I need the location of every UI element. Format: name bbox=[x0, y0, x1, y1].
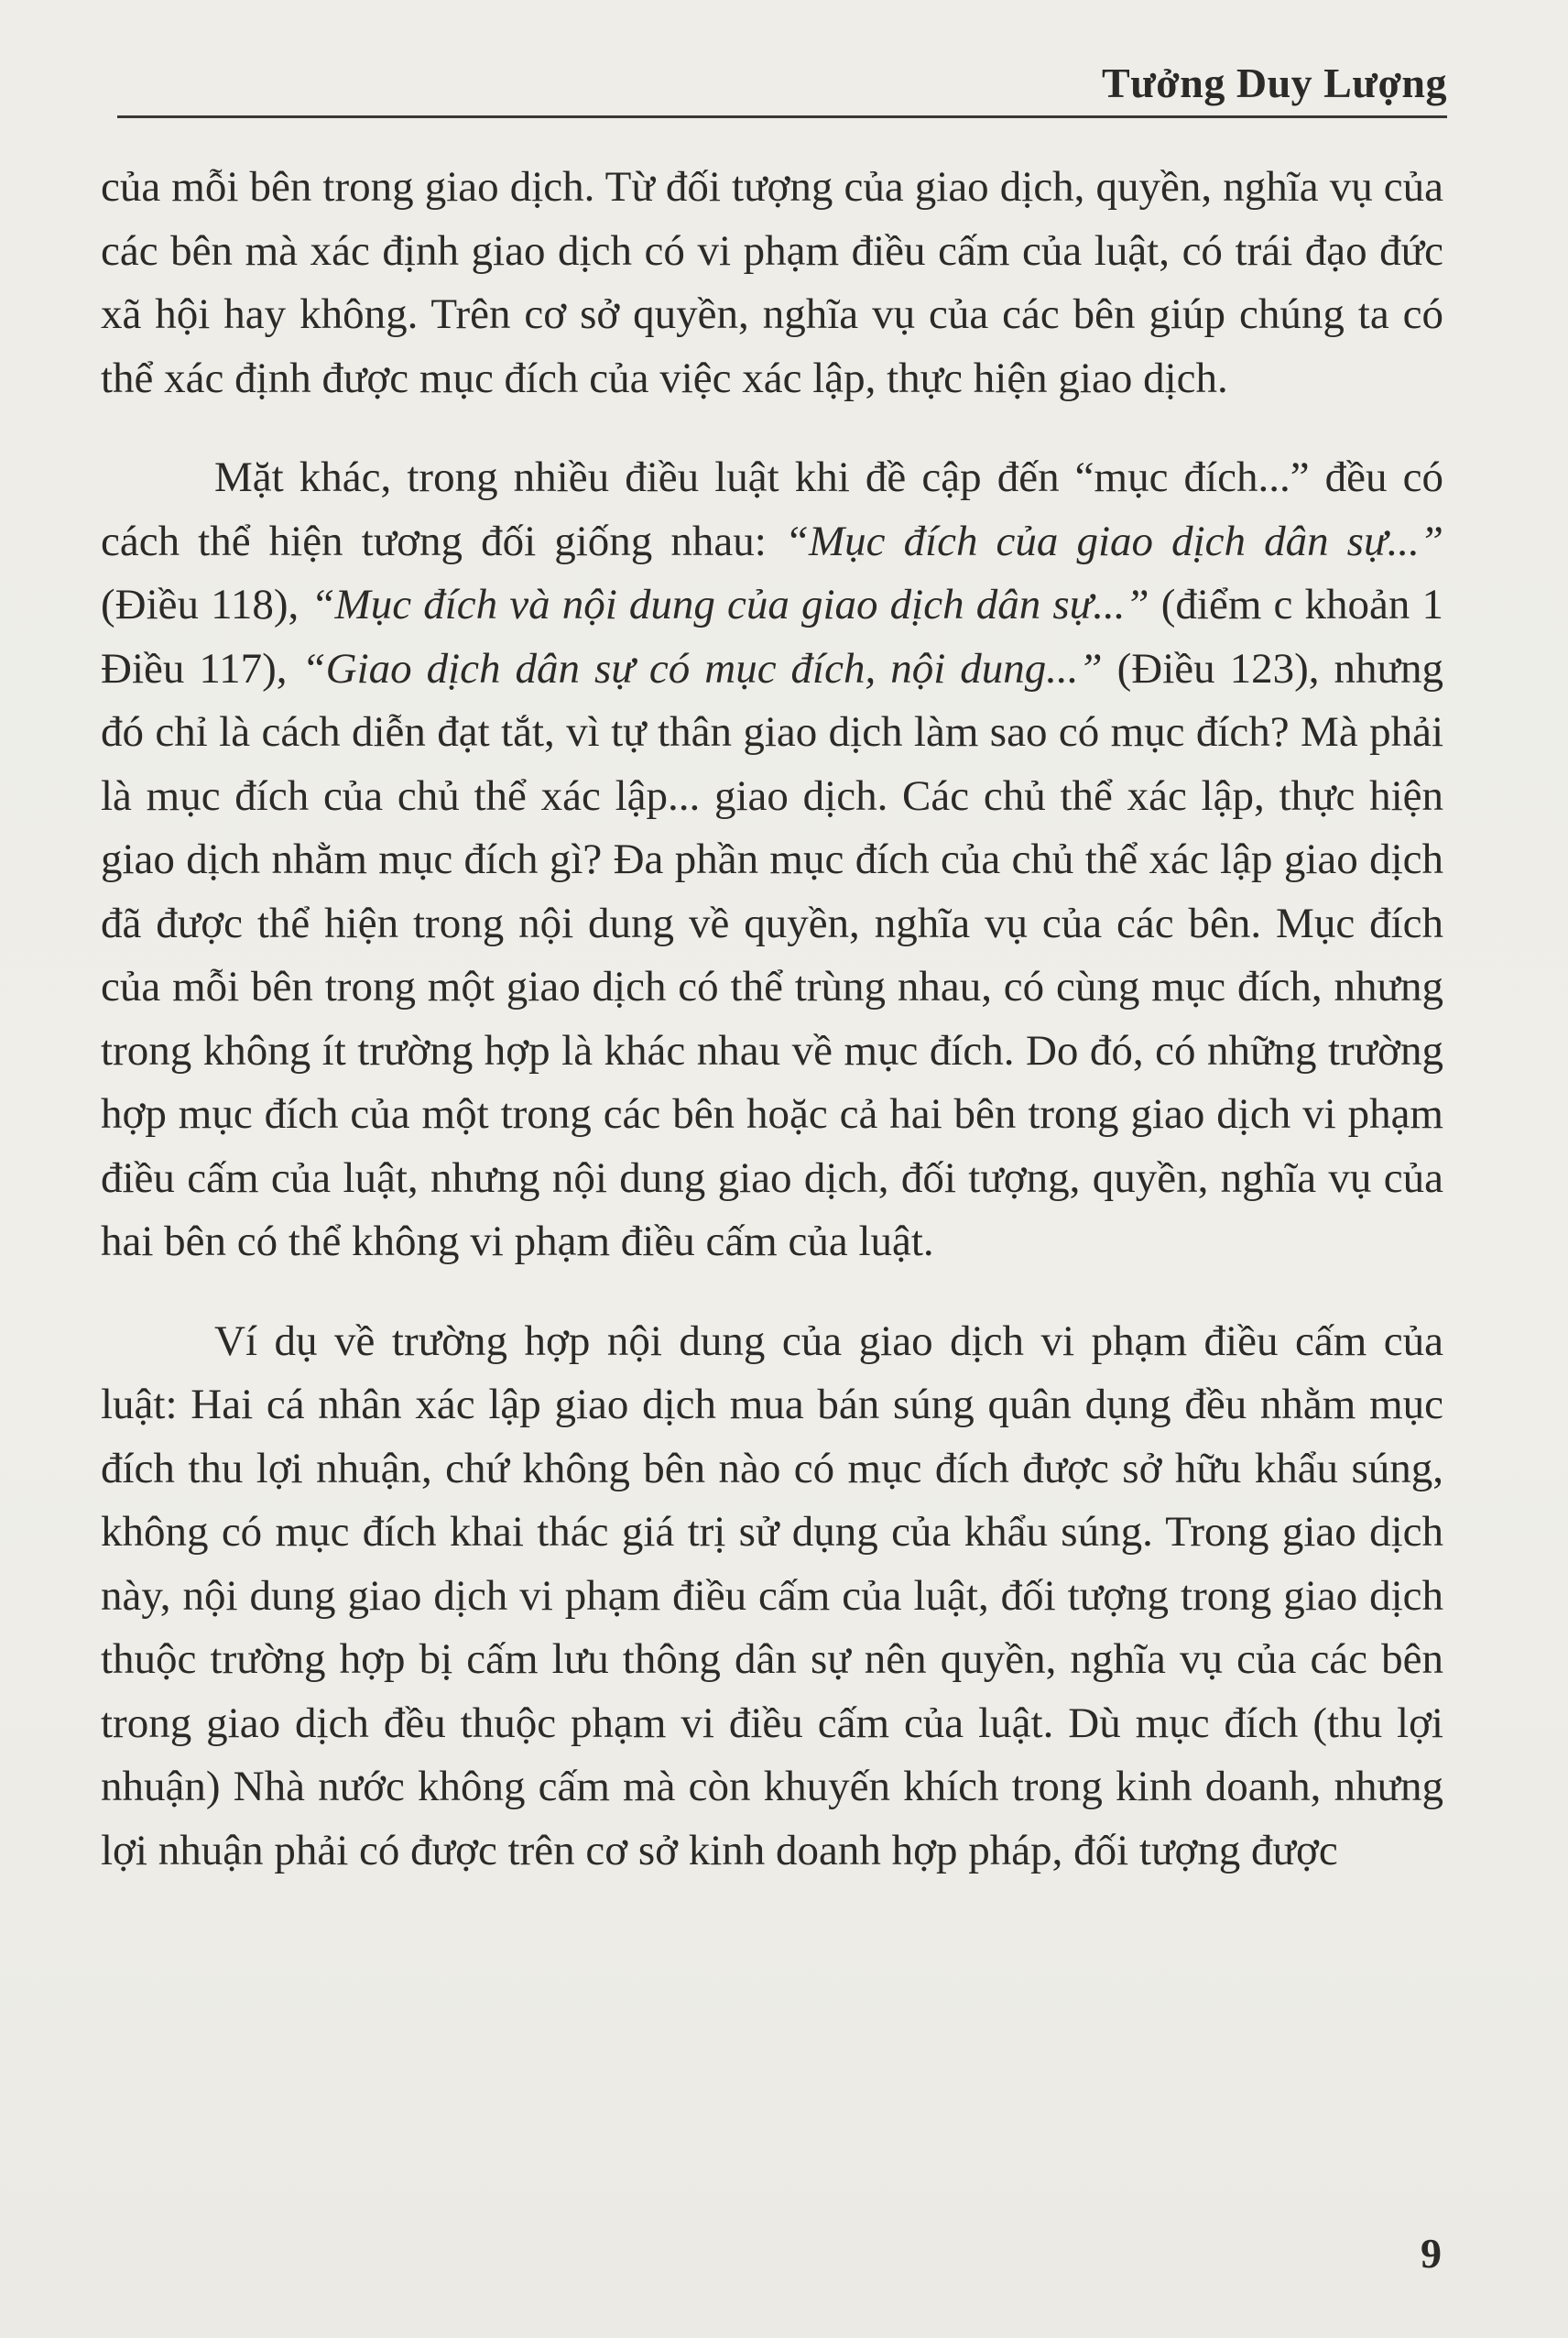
text-segment: của mỗi bên trong giao dịch. Từ đối tượng của giao dịch, quyền, nghĩa vụ của các bên mà xác định giao dịch có vi phạm điều cấm của luật, có trái đạo đức xã hội hay không. Trên cơ sở quyền, nghĩa vụ của các bên giúp chúng ta có thể xác định được mục đích của việc xác lập, thực hiện giao dịch. bbox=[101, 163, 1443, 402]
paragraph-1 bbox=[101, 156, 1443, 410]
page-number: 9 bbox=[1421, 2230, 1442, 2277]
text-segment: Ví dụ về trường hợp nội dung của giao dịch vi phạm điều cấm của luật: Hai cá nhân xác lập giao dịch mua bán súng quân dụng đều nhằm mục đích thu lợi nhuận, chứ không bên nào có mục đích được sở hữu khẩu súng, không có mục đích khai thác giá trị sử dụng của khẩu súng. Trong giao dịch này, nội dung giao dịch vi phạm điều cấm của luật, đối tượng trong giao dịch thuộc trường hợp bị cấm lưu thông dân sự nên quyền, nghĩa vụ của các bên trong giao dịch đều thuộc phạm vi điều cấm của luật. Dù mục đích (thu lợi nhuận) Nhà nước không cấm mà còn khuyến khích trong kinh doanh, nhưng lợi nhuận phải có được trên cơ sở kinh doanh hợp pháp, đối tượng được bbox=[101, 1316, 1443, 1874]
italic-citation: “Mục đích của giao dịch dân sự...” bbox=[784, 517, 1443, 565]
paragraph-gap bbox=[101, 1274, 1443, 1310]
text-segment: (Điều 123), nhưng đó chỉ là cách diễn đạt tắt, vì tự thân giao dịch làm sao có mục đích? Mà phải là mục đích của chủ thể xác lập... giao dịch. Các chủ thể xác lập, thực hiện giao dịch nhằm mục đích gì? Đa phần mục đích của chủ thể xác lập giao dịch đã được thể hiện trong nội dung về quyền, nghĩa vụ của các bên. Mục đích của mỗi bên trong một giao dịch có thể trùng nhau, có cùng mục đích, nhưng trong không ít trường hợp là khác nhau về mục đích. Do đó, có những trường hợp mục đích của một trong các bên hoặc cả hai bên trong giao dịch vi phạm điều cấm của luật, nhưng nội dung giao dịch, đối tượng, quyền, nghĩa vụ của hai bên có thể không vi phạm điều cấm của luật. bbox=[101, 644, 1444, 1265]
running-header bbox=[117, 53, 1447, 117]
header-rule bbox=[117, 115, 1447, 118]
italic-citation: “Mục đích và nội dung của giao dịch dân sự...” bbox=[310, 581, 1149, 628]
italic-citation: “Giao dịch dân sự có mục đích, nội dung...” bbox=[301, 644, 1103, 693]
running-title: Tưởng Duy Lượng bbox=[1102, 60, 1447, 106]
body-text bbox=[101, 156, 1443, 1883]
paragraph-3 bbox=[101, 1310, 1443, 1884]
paragraph-gap bbox=[101, 410, 1443, 446]
text-segment: Mặt khác, trong nhiều điều luật khi đề cập đến “mục đích...” đều có cách thể hiện tương đối giống nhau: bbox=[101, 453, 1443, 565]
paragraph-2 bbox=[101, 446, 1443, 1274]
text-segment: (điểm c khoản 1 Điều 117), bbox=[101, 581, 1443, 693]
text-segment: (Điều 118), bbox=[101, 581, 311, 628]
